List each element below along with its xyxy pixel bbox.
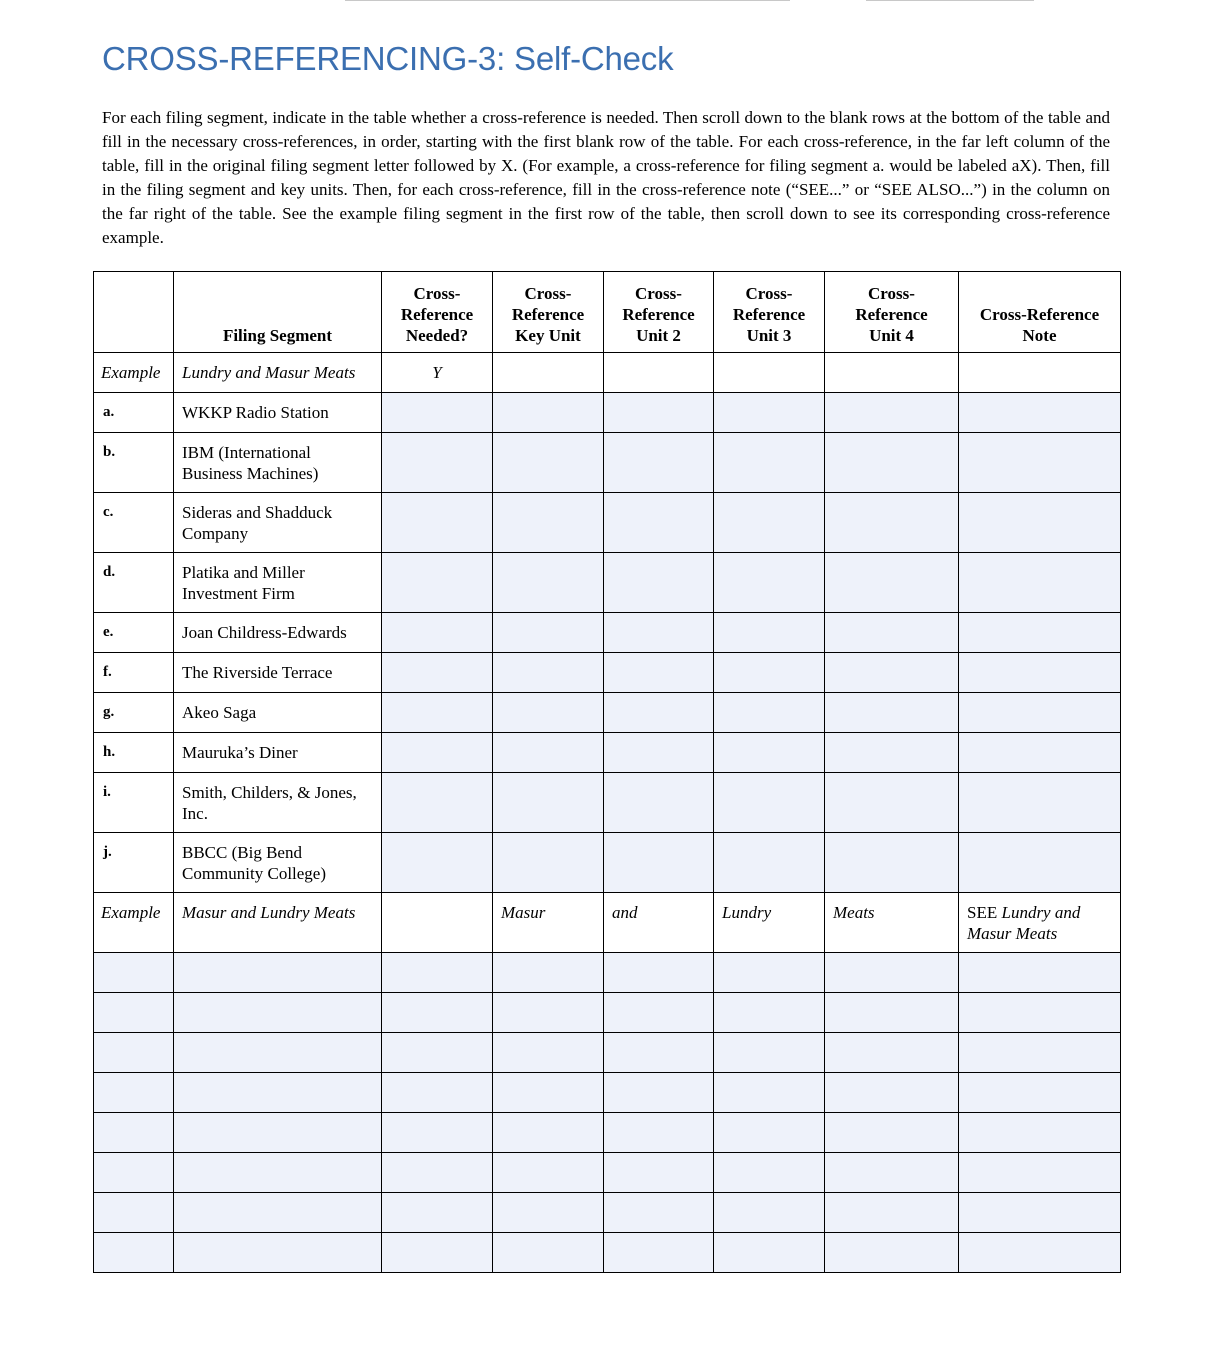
example-row bbox=[94, 353, 1121, 393]
unit3-input-cell[interactable] bbox=[714, 773, 825, 833]
header-line: Cross- bbox=[524, 284, 572, 303]
needed-input-cell[interactable] bbox=[382, 993, 493, 1033]
key-unit-input-cell[interactable] bbox=[493, 1233, 604, 1273]
blank-row bbox=[94, 1233, 1121, 1273]
example-cross-reference-row bbox=[94, 893, 1121, 953]
segment-input-cell[interactable] bbox=[174, 1033, 382, 1073]
table-row bbox=[94, 773, 1121, 833]
key-unit-header bbox=[493, 272, 604, 353]
note-cell bbox=[959, 893, 1121, 953]
table-row bbox=[94, 393, 1121, 433]
header-line: Cross- bbox=[635, 284, 682, 303]
segment-input-cell[interactable] bbox=[174, 1073, 382, 1113]
filing-segment: Joan Childress-Edwards bbox=[174, 613, 382, 653]
unit2-input-cell[interactable] bbox=[604, 1073, 714, 1113]
filing-segment: BBCC (Big Bend Community College) bbox=[174, 833, 382, 893]
cross-reference-table bbox=[93, 271, 1121, 1273]
needed-input-cell[interactable] bbox=[382, 1113, 493, 1153]
note-input-cell[interactable] bbox=[959, 493, 1121, 553]
table-row bbox=[94, 693, 1121, 733]
top-rule bbox=[866, 0, 1034, 1]
note-input-cell[interactable] bbox=[959, 653, 1121, 693]
unit4-input-cell[interactable] bbox=[825, 993, 959, 1033]
unit2-input-cell[interactable] bbox=[604, 613, 714, 653]
unit4-input-cell[interactable] bbox=[825, 733, 959, 773]
note-cell bbox=[959, 353, 1121, 393]
unit2-input-cell[interactable] bbox=[604, 393, 714, 433]
header-line: Reference bbox=[855, 305, 928, 324]
filing-segment: Akeo Saga bbox=[174, 693, 382, 733]
key-unit-input-cell[interactable] bbox=[493, 993, 604, 1033]
unit3-input-cell[interactable] bbox=[714, 993, 825, 1033]
needed-header bbox=[382, 272, 493, 353]
unit4-input-cell[interactable] bbox=[825, 1193, 959, 1233]
segment-input-cell[interactable] bbox=[174, 953, 382, 993]
filing-segment: Masur and Lundry Meats bbox=[174, 893, 382, 953]
key-unit-input-cell[interactable] bbox=[493, 833, 604, 893]
header-line: Reference bbox=[400, 305, 474, 324]
row-label: e. bbox=[94, 613, 174, 653]
top-rule bbox=[345, 0, 790, 1]
row-label: a. bbox=[94, 393, 174, 433]
header-line: Reference bbox=[622, 305, 695, 324]
filing-segment: Mauruka’s Diner bbox=[174, 733, 382, 773]
header-line: Reference bbox=[732, 305, 806, 324]
filing-segment: Platika and Miller Investment Firm bbox=[174, 553, 382, 613]
unit4-header bbox=[825, 272, 959, 353]
note-input-cell[interactable] bbox=[959, 993, 1121, 1033]
table-row bbox=[94, 433, 1121, 493]
unit3-cell bbox=[714, 353, 825, 393]
blank-row bbox=[94, 1113, 1121, 1153]
note-input-cell[interactable] bbox=[959, 1073, 1121, 1113]
needed-input-cell[interactable] bbox=[382, 1073, 493, 1113]
segment-input-cell[interactable] bbox=[174, 1233, 382, 1273]
row-label: c. bbox=[94, 493, 174, 553]
filing-segment: The Riverside Terrace bbox=[174, 653, 382, 693]
unit4-input-cell[interactable] bbox=[825, 393, 959, 433]
note-input-cell[interactable] bbox=[959, 953, 1121, 993]
needed-input-cell[interactable] bbox=[382, 773, 493, 833]
needed-input-cell[interactable] bbox=[382, 1033, 493, 1073]
unit2-input-cell[interactable] bbox=[604, 773, 714, 833]
key-unit-input-cell[interactable] bbox=[493, 613, 604, 653]
table-row bbox=[94, 493, 1121, 553]
filing-segment: IBM (International Business Machines) bbox=[174, 433, 382, 493]
key-unit-input-cell[interactable] bbox=[493, 493, 604, 553]
blank-row bbox=[94, 993, 1121, 1033]
unit4-cell: Meats bbox=[825, 893, 959, 953]
unit3-input-cell[interactable] bbox=[714, 1193, 825, 1233]
row-label: i. bbox=[94, 773, 174, 833]
unit2-input-cell[interactable] bbox=[604, 833, 714, 893]
unit3-input-cell[interactable] bbox=[714, 1153, 825, 1193]
note-input-cell[interactable] bbox=[959, 733, 1121, 773]
header-line: Reference bbox=[511, 305, 585, 324]
unit4-input-cell[interactable] bbox=[825, 833, 959, 893]
label-input-cell[interactable] bbox=[94, 993, 174, 1033]
header-line: Cross- bbox=[745, 284, 793, 303]
unit4-input-cell[interactable] bbox=[825, 653, 959, 693]
needed-input-cell[interactable] bbox=[382, 393, 493, 433]
unit2-input-cell[interactable] bbox=[604, 733, 714, 773]
note-input-cell[interactable] bbox=[959, 833, 1121, 893]
blank-row bbox=[94, 1193, 1121, 1233]
unit3-input-cell[interactable] bbox=[714, 693, 825, 733]
blank-row bbox=[94, 1153, 1121, 1193]
unit2-input-cell[interactable] bbox=[604, 953, 714, 993]
key-unit-input-cell[interactable] bbox=[493, 953, 604, 993]
table-row bbox=[94, 653, 1121, 693]
header-line: Unit 3 bbox=[746, 326, 792, 345]
label-input-cell[interactable] bbox=[94, 1193, 174, 1233]
note-input-cell[interactable] bbox=[959, 773, 1121, 833]
needed-input-cell[interactable] bbox=[382, 433, 493, 493]
note-reference: Lundry and Masur Meats bbox=[967, 903, 1081, 943]
unit2-input-cell[interactable] bbox=[604, 433, 714, 493]
filing-segment: Sideras and Shadduck Company bbox=[174, 493, 382, 553]
unit3-input-cell[interactable] bbox=[714, 393, 825, 433]
unit4-input-cell[interactable] bbox=[825, 613, 959, 653]
needed-input-cell[interactable] bbox=[382, 953, 493, 993]
unit3-input-cell[interactable] bbox=[714, 1033, 825, 1073]
unit3-input-cell[interactable] bbox=[714, 553, 825, 613]
unit2-input-cell[interactable] bbox=[604, 1193, 714, 1233]
unit2-input-cell[interactable] bbox=[604, 553, 714, 613]
needed-input-cell[interactable] bbox=[382, 493, 493, 553]
unit2-cell bbox=[604, 353, 714, 393]
table-row bbox=[94, 613, 1121, 653]
needed-input-cell[interactable] bbox=[382, 693, 493, 733]
header-line: Cross-Reference bbox=[979, 305, 1100, 324]
unit2-header bbox=[604, 272, 714, 353]
row-label: b. bbox=[94, 433, 174, 493]
header-row bbox=[94, 272, 1121, 353]
needed-input-cell[interactable] bbox=[382, 1193, 493, 1233]
unit4-input-cell[interactable] bbox=[825, 773, 959, 833]
unit2-input-cell[interactable] bbox=[604, 693, 714, 733]
note-input-cell[interactable] bbox=[959, 553, 1121, 613]
segment-input-cell[interactable] bbox=[174, 993, 382, 1033]
segment-input-cell[interactable] bbox=[174, 1193, 382, 1233]
note-input-cell[interactable] bbox=[959, 1233, 1121, 1273]
unit4-input-cell[interactable] bbox=[825, 1233, 959, 1273]
note-input-cell[interactable] bbox=[959, 1193, 1121, 1233]
unit2-cell: and bbox=[604, 893, 714, 953]
needed-input-cell[interactable] bbox=[382, 1233, 493, 1273]
key-unit-input-cell[interactable] bbox=[493, 773, 604, 833]
key-unit-input-cell[interactable] bbox=[493, 1113, 604, 1153]
unit4-input-cell[interactable] bbox=[825, 1033, 959, 1073]
header-line: Unit 2 bbox=[636, 326, 681, 345]
header-line: Key Unit bbox=[515, 326, 581, 345]
row-label: h. bbox=[94, 733, 174, 773]
note-input-cell[interactable] bbox=[959, 433, 1121, 493]
unit3-input-cell[interactable] bbox=[714, 613, 825, 653]
row-label: f. bbox=[94, 653, 174, 693]
key-unit-cell: Masur bbox=[493, 893, 604, 953]
page-title: CROSS-REFERENCING-3: Self-Check bbox=[102, 40, 674, 77]
key-unit-input-cell[interactable] bbox=[493, 693, 604, 733]
label-header bbox=[94, 272, 174, 353]
table-row bbox=[94, 733, 1121, 773]
needed-input-cell[interactable] bbox=[382, 553, 493, 613]
label-input-cell[interactable] bbox=[94, 1073, 174, 1113]
label-input-cell[interactable] bbox=[94, 1113, 174, 1153]
unit2-input-cell[interactable] bbox=[604, 493, 714, 553]
note-input-cell[interactable] bbox=[959, 1033, 1121, 1073]
label-input-cell[interactable] bbox=[94, 1153, 174, 1193]
unit4-input-cell[interactable] bbox=[825, 953, 959, 993]
note-prefix: SEE bbox=[967, 903, 998, 922]
blank-row bbox=[94, 953, 1121, 993]
note-input-cell[interactable] bbox=[959, 1113, 1121, 1153]
segment-input-cell[interactable] bbox=[174, 1153, 382, 1193]
table-row bbox=[94, 553, 1121, 613]
needed-cell: Y bbox=[382, 353, 493, 393]
key-unit-cell bbox=[493, 353, 604, 393]
key-unit-input-cell[interactable] bbox=[493, 733, 604, 773]
needed-input-cell[interactable] bbox=[382, 733, 493, 773]
key-unit-input-cell[interactable] bbox=[493, 1033, 604, 1073]
unit4-input-cell[interactable] bbox=[825, 1073, 959, 1113]
row-label: Example bbox=[94, 353, 174, 393]
key-unit-input-cell[interactable] bbox=[493, 653, 604, 693]
unit2-input-cell[interactable] bbox=[604, 1153, 714, 1193]
unit3-input-cell[interactable] bbox=[714, 1113, 825, 1153]
note-input-cell[interactable] bbox=[959, 393, 1121, 433]
header-line: Note bbox=[1022, 326, 1057, 345]
unit3-input-cell[interactable] bbox=[714, 733, 825, 773]
unit4-input-cell[interactable] bbox=[825, 433, 959, 493]
row-label: j. bbox=[94, 833, 174, 893]
key-unit-input-cell[interactable] bbox=[493, 1153, 604, 1193]
unit3-input-cell[interactable] bbox=[714, 493, 825, 553]
filing-segment: WKKP Radio Station bbox=[174, 393, 382, 433]
note-input-cell[interactable] bbox=[959, 693, 1121, 733]
unit2-input-cell[interactable] bbox=[604, 993, 714, 1033]
unit2-input-cell[interactable] bbox=[604, 653, 714, 693]
label-input-cell[interactable] bbox=[94, 953, 174, 993]
key-unit-input-cell[interactable] bbox=[493, 1193, 604, 1233]
header-line: Unit 4 bbox=[869, 326, 914, 345]
filing-segment: Lundry and Masur Meats bbox=[174, 353, 382, 393]
table-row bbox=[94, 833, 1121, 893]
unit4-cell bbox=[825, 353, 959, 393]
needed-cell bbox=[382, 893, 493, 953]
unit4-input-cell[interactable] bbox=[825, 1113, 959, 1153]
unit4-input-cell[interactable] bbox=[825, 553, 959, 613]
needed-input-cell[interactable] bbox=[382, 653, 493, 693]
unit2-input-cell[interactable] bbox=[604, 1033, 714, 1073]
unit3-input-cell[interactable] bbox=[714, 433, 825, 493]
key-unit-input-cell[interactable] bbox=[493, 553, 604, 613]
label-input-cell[interactable] bbox=[94, 1233, 174, 1273]
unit3-input-cell[interactable] bbox=[714, 1233, 825, 1273]
needed-input-cell[interactable] bbox=[382, 1153, 493, 1193]
unit3-input-cell[interactable] bbox=[714, 653, 825, 693]
segment-input-cell[interactable] bbox=[174, 1113, 382, 1153]
header-line: Needed? bbox=[405, 326, 469, 345]
unit3-cell: Lundry bbox=[714, 893, 825, 953]
unit3-input-cell[interactable] bbox=[714, 1073, 825, 1113]
unit4-input-cell[interactable] bbox=[825, 693, 959, 733]
unit3-input-cell[interactable] bbox=[714, 833, 825, 893]
blank-row bbox=[94, 1073, 1121, 1113]
unit3-header bbox=[714, 272, 825, 353]
filing-segment: Smith, Childers, & Jones, Inc. bbox=[174, 773, 382, 833]
needed-input-cell[interactable] bbox=[382, 613, 493, 653]
key-unit-input-cell[interactable] bbox=[493, 1073, 604, 1113]
note-header bbox=[959, 272, 1121, 353]
instructions-paragraph: For each filing segment, indicate in the table whether a cross-reference is needed. Then scroll down to the blank rows at the bottom of the table and fill in the necessary cross-references, in order, starting with the first blank row of the table. For each cross-reference, in the far left column of the table, fill in the original filing segment letter followed by X. (For example, a cross-reference for filing segment a. would be labeled aX). Then, fill in the filing segment and key units. Then, for each cross-reference, fill in the cross-reference note (“SEE...” or “SEE ALSO...”) in the column on the far right of the table. See the example filing segment in the first row of the table, then scroll down to see its corresponding cross-reference example. bbox=[102, 108, 1110, 247]
key-unit-input-cell[interactable] bbox=[493, 433, 604, 493]
unit2-input-cell[interactable] bbox=[604, 1233, 714, 1273]
needed-input-cell[interactable] bbox=[382, 833, 493, 893]
header-line: Cross- bbox=[868, 284, 915, 303]
filing-segment-header: Filing Segment bbox=[174, 272, 382, 353]
unit4-input-cell[interactable] bbox=[825, 493, 959, 553]
row-label: Example bbox=[94, 893, 174, 953]
label-input-cell[interactable] bbox=[94, 1033, 174, 1073]
unit4-input-cell[interactable] bbox=[825, 1153, 959, 1193]
row-label: d. bbox=[94, 553, 174, 613]
row-label: g. bbox=[94, 693, 174, 733]
note-input-cell[interactable] bbox=[959, 1153, 1121, 1193]
key-unit-input-cell[interactable] bbox=[493, 393, 604, 433]
note-input-cell[interactable] bbox=[959, 613, 1121, 653]
unit3-input-cell[interactable] bbox=[714, 953, 825, 993]
header-line: Cross- bbox=[413, 284, 461, 303]
unit2-input-cell[interactable] bbox=[604, 1113, 714, 1153]
blank-row bbox=[94, 1033, 1121, 1073]
